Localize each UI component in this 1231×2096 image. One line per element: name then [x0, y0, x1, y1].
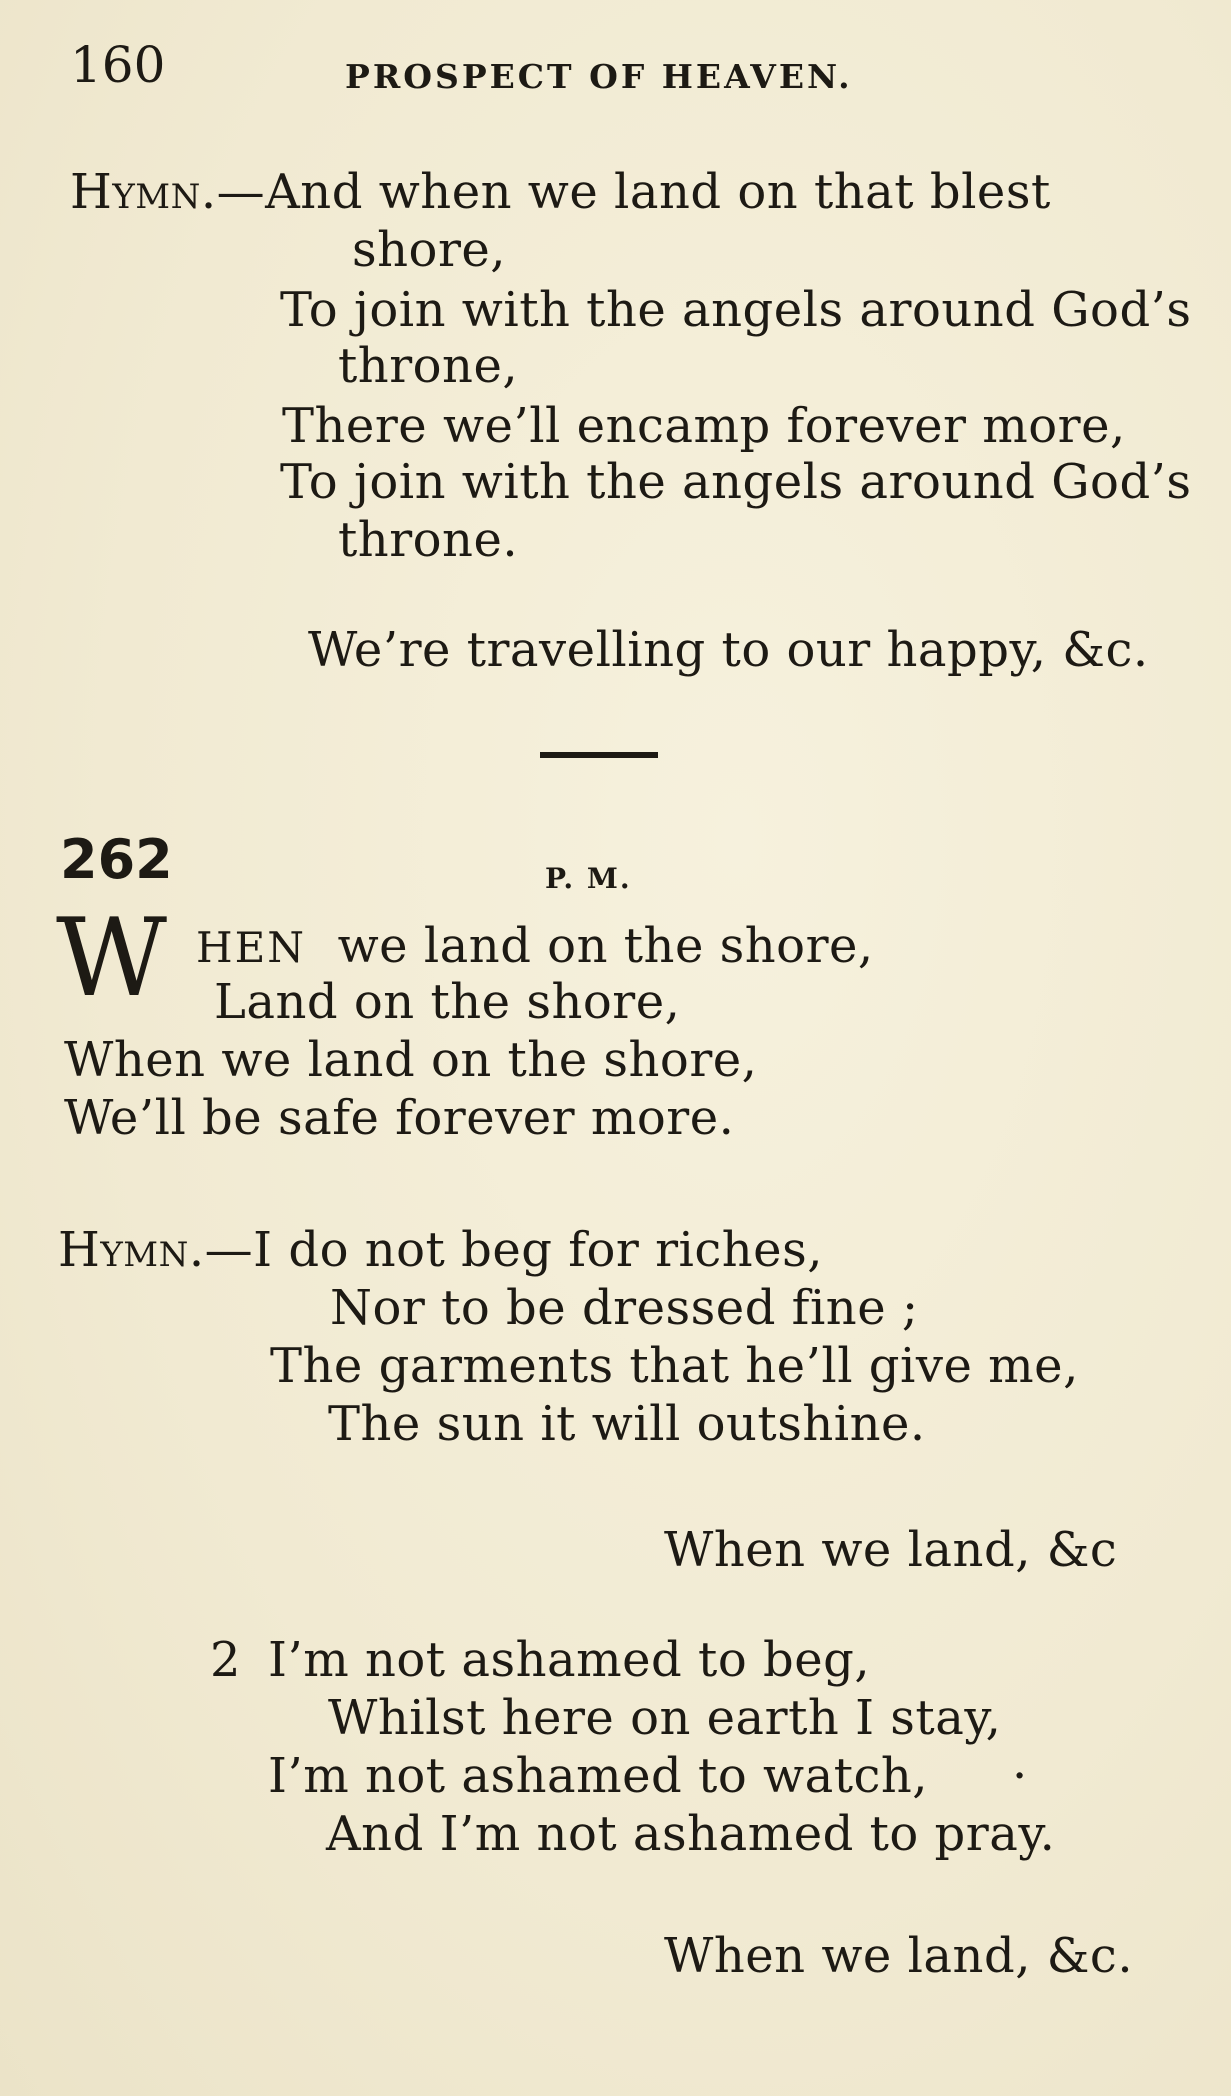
- hymn-line: There we’ll encamp forever more,: [282, 398, 1126, 454]
- chorus-reference: When we land, &c: [664, 1522, 1118, 1578]
- page-number: 160: [70, 36, 166, 94]
- hymn-line-text: —I do not beg for riches,: [204, 1222, 823, 1278]
- hymn-line: [58, 1222, 823, 1278]
- hymn-line: Nor to be dressed fine ;: [330, 1280, 919, 1336]
- hymn-label: Hymn.: [58, 1222, 205, 1278]
- hymn-line: The garments that he’ll give me,: [270, 1338, 1079, 1394]
- hymn-line: [196, 918, 874, 974]
- stray-mark: ·: [1012, 1748, 1028, 1804]
- hymn-line: [70, 164, 1051, 220]
- verse-number: 2: [210, 1632, 242, 1688]
- hymn-line: We’ll be safe forever more.: [64, 1090, 735, 1146]
- hymn-line: The sun it will outshine.: [328, 1396, 926, 1452]
- hymn-line-text: —And when we land on that blest: [216, 164, 1051, 220]
- hymn-line: throne,: [338, 338, 519, 394]
- hymn-line: Whilst here on earth I stay,: [328, 1690, 1002, 1746]
- section-divider: [540, 752, 658, 758]
- hymn-line: Land on the shore,: [214, 974, 681, 1030]
- first-word-rest: HEN: [196, 923, 307, 972]
- hymn-line: I’m not ashamed to beg,: [268, 1632, 871, 1688]
- hymn-line: To join with the angels around God’s: [280, 454, 1192, 510]
- chorus-reference: When we land, &c.: [664, 1928, 1134, 1984]
- hymn-line: throne.: [338, 512, 519, 568]
- hymn-line-text: we land on the shore,: [337, 918, 874, 974]
- hymn-line: When we land on the shore,: [64, 1032, 758, 1088]
- chorus-reference: We’re travelling to our happy, &c.: [308, 622, 1149, 678]
- running-title: PROSPECT OF HEAVEN.: [345, 57, 853, 96]
- drop-cap: W: [56, 896, 168, 1021]
- hymn-line: I’m not ashamed to watch,: [268, 1748, 929, 1804]
- hymn-label: Hymn.: [70, 164, 217, 220]
- hymn-line: To join with the angels around God’s: [280, 282, 1192, 338]
- hymn-meter: P. M.: [545, 862, 632, 895]
- hymn-line: shore,: [352, 222, 507, 278]
- hymn-number: 262: [60, 828, 173, 891]
- hymn-line: And I’m not ashamed to pray.: [326, 1806, 1056, 1862]
